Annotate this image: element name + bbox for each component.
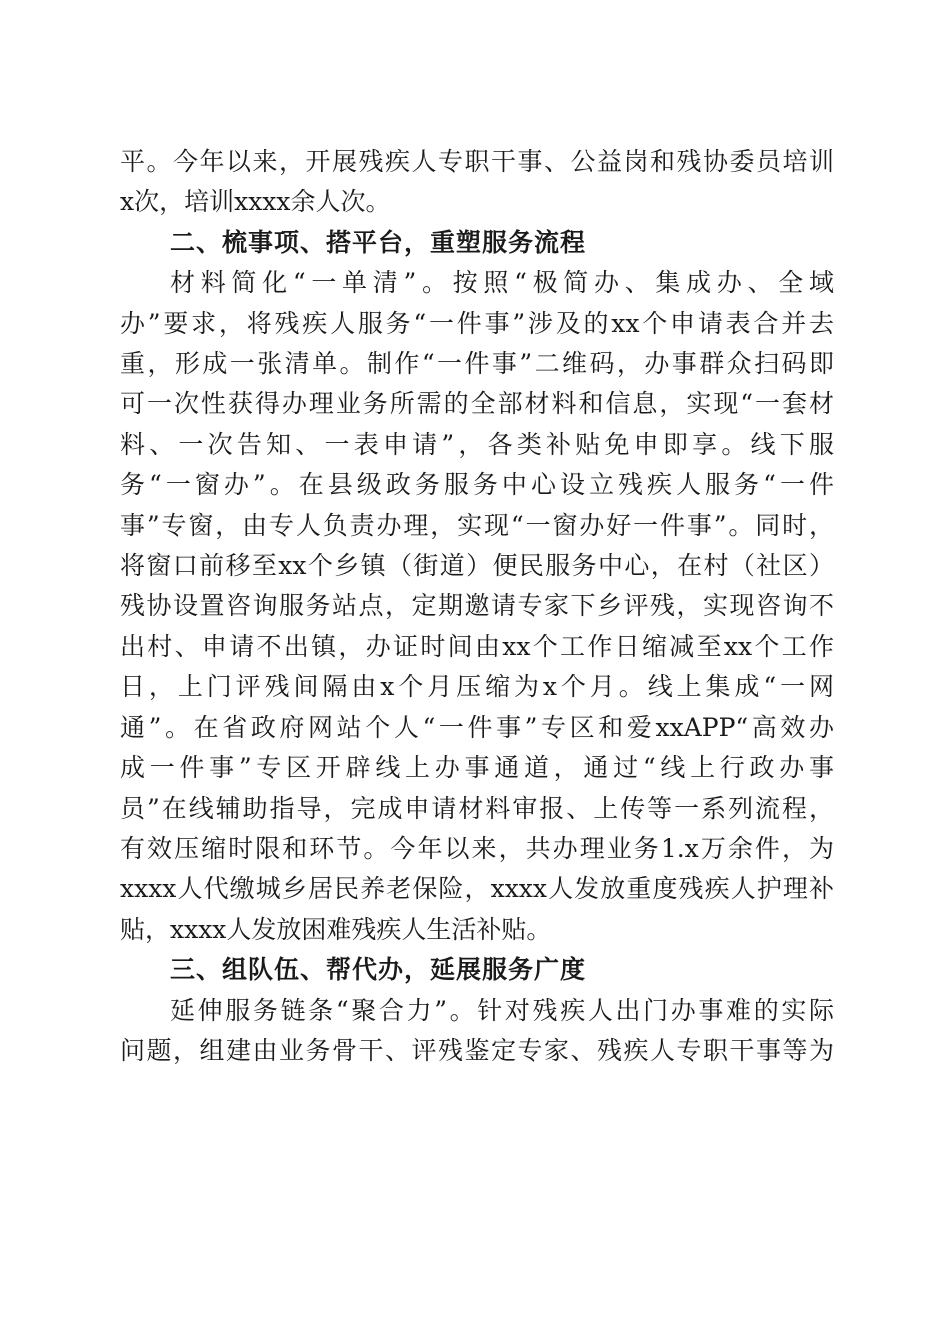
- text-line: 务“一窗办”。在县级政务服务中心设立残疾人服务“一件: [120, 470, 834, 500]
- text-line: 贴，xxxx人发放困难残疾人生活补贴。: [120, 914, 552, 944]
- text-line: 通”。在省政府网站个人“一件事”专区和爱xxAPP“高效办: [120, 712, 834, 742]
- text-line: 有效压缩时限和环节。今年以来，共办理业务1.x万余件，为: [120, 833, 834, 863]
- text-line: 残协设置咨询服务站点，定期邀请专家下乡评残，实现咨询不: [120, 591, 834, 621]
- text-line: 材料简化“一单清”。按照“极简办、集成办、全域: [170, 268, 834, 298]
- text-line: 日，上门评残间隔由x个月压缩为x个月。线上集成“一网: [120, 672, 834, 702]
- text-line: 办”要求，将残疾人服务“一件事”涉及的xx个申请表合并去: [120, 308, 834, 338]
- text-line: 将窗口前移至xx个乡镇（街道）便民服务中心，在村（社区）: [120, 551, 834, 581]
- section-heading-3: 三、组队伍、帮代办，延展服务广度: [170, 955, 587, 985]
- text-line: 平。今年以来，开展残疾人专职干事、公益岗和残协委员培训: [120, 147, 834, 176]
- text-line: 成一件事”专区开辟线上办事通道，通过“线上行政办事: [120, 753, 834, 783]
- text-line: 问题，组建由业务骨干、评残鉴定专家、残疾人专职干事等为: [120, 1035, 834, 1065]
- text-line: 员”在线辅助指导，完成申请材料审报、上传等一系列流程，: [120, 793, 834, 823]
- text-line: 延伸服务链条“聚合力”。针对残疾人出门办事难的实际: [170, 995, 834, 1025]
- paragraph-service-breadth: [120, 991, 834, 1072]
- text-line: 事”专窗，由专人负责办理，实现“一窗办好一件事”。同时，: [120, 510, 834, 540]
- paragraph-continuation: [120, 142, 834, 223]
- text-line: xxxx人代缴城乡居民养老保险，xxxx人发放重度残疾人护理补: [120, 874, 834, 904]
- text-line: 可一次性获得办理业务所需的全部材料和信息，实现“一套材: [120, 389, 834, 419]
- text-line: x次，培训xxxx余人次。: [120, 187, 391, 217]
- text-line: 重，形成一张清单。制作“一件事”二维码，办事群众扫码即: [120, 349, 834, 379]
- text-line: 出村、申请不出镇，办证时间由xx个工作日缩减至xx个工作: [120, 631, 834, 661]
- paragraph-service-process: [120, 263, 834, 950]
- text-line: 料、一次告知、一表申请”，各类补贴免申即享。线下服: [120, 429, 834, 459]
- section-heading-2: 二、梳事项、搭平台，重塑服务流程: [170, 227, 587, 257]
